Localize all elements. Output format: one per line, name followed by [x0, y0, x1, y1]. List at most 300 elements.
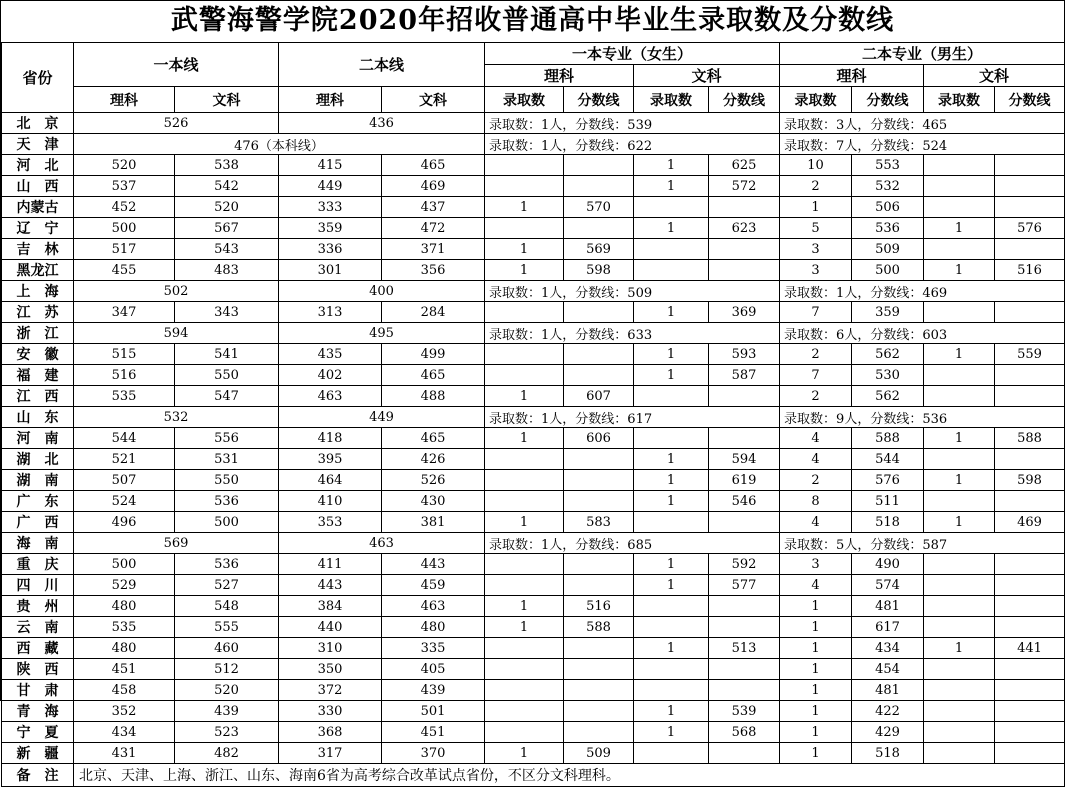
data-cell: 415 [279, 155, 382, 176]
header-row-3 [2, 87, 1065, 113]
data-cell: 443 [279, 575, 382, 596]
data-cell: 513 [709, 638, 780, 659]
table-row [2, 218, 1065, 239]
data-cell: 1 [924, 470, 995, 491]
data-cell [564, 554, 634, 575]
data-cell: 511 [852, 491, 924, 512]
data-cell: 1 [780, 659, 852, 680]
data-cell: 1 [924, 638, 995, 659]
data-cell [709, 743, 780, 764]
data-cell: 录取数：7人，分数线：524 [780, 134, 1065, 155]
data-cell: 607 [564, 386, 634, 407]
data-cell [634, 239, 709, 260]
data-cell: 594 [709, 449, 780, 470]
column-group-header: 二本专业（男生） [780, 43, 1065, 65]
province-cell: 河 南 [2, 428, 74, 449]
data-cell: 435 [279, 344, 382, 365]
data-cell: 515 [74, 344, 175, 365]
data-cell: 625 [709, 155, 780, 176]
data-cell: 2 [780, 176, 852, 197]
data-cell: 1 [634, 155, 709, 176]
data-cell: 464 [279, 470, 382, 491]
data-cell: 506 [852, 197, 924, 218]
province-cell: 青 海 [2, 701, 74, 722]
data-cell: 576 [995, 218, 1065, 239]
data-cell [485, 470, 564, 491]
page-title: 武警海警学院2020年招收普通高中毕业生录取数及分数线 [170, 5, 895, 36]
table-row [2, 554, 1065, 575]
data-cell: 录取数：1人，分数线：633 [485, 323, 780, 344]
data-cell: 535 [74, 386, 175, 407]
data-cell: 1 [634, 365, 709, 386]
data-cell [564, 449, 634, 470]
table-row [2, 386, 1065, 407]
province-cell: 北 京 [2, 113, 74, 134]
header-row-1 [2, 43, 1065, 65]
data-cell [995, 617, 1065, 638]
data-cell: 465 [382, 155, 485, 176]
data-cell [709, 386, 780, 407]
data-cell [995, 659, 1065, 680]
data-cell [564, 365, 634, 386]
data-cell: 517 [74, 239, 175, 260]
data-cell: 353 [279, 512, 382, 533]
data-cell [634, 197, 709, 218]
data-cell [924, 701, 995, 722]
data-cell: 431 [74, 743, 175, 764]
table-row [2, 344, 1065, 365]
data-cell: 594 [74, 323, 279, 344]
data-cell [564, 701, 634, 722]
note-text: 北京、天津、上海、浙江、山东、海南6省为高考综合改革试点省份，不区分文科理科。 [74, 764, 1065, 787]
data-cell: 500 [74, 554, 175, 575]
data-cell [564, 176, 634, 197]
data-cell: 570 [564, 197, 634, 218]
table-row [2, 533, 1065, 554]
data-cell: 411 [279, 554, 382, 575]
data-cell [709, 659, 780, 680]
data-cell [709, 617, 780, 638]
data-cell: 313 [279, 302, 382, 323]
data-cell [634, 596, 709, 617]
province-cell: 福 建 [2, 365, 74, 386]
data-cell [564, 680, 634, 701]
data-cell: 588 [995, 428, 1065, 449]
province-cell: 安 徽 [2, 344, 74, 365]
data-cell: 429 [852, 722, 924, 743]
province-cell: 云 南 [2, 617, 74, 638]
data-cell [485, 449, 564, 470]
data-cell [995, 722, 1065, 743]
data-cell: 455 [74, 260, 175, 281]
table-row [2, 701, 1065, 722]
data-cell: 463 [279, 533, 485, 554]
data-cell: 384 [279, 596, 382, 617]
data-cell [924, 365, 995, 386]
data-cell: 532 [852, 176, 924, 197]
table-row [2, 659, 1065, 680]
subject-header: 文科 [175, 87, 279, 113]
data-cell: 518 [852, 743, 924, 764]
data-cell: 1 [634, 218, 709, 239]
province-cell: 四 川 [2, 575, 74, 596]
data-cell: 520 [74, 155, 175, 176]
data-cell: 372 [279, 680, 382, 701]
data-cell: 1 [780, 197, 852, 218]
data-cell: 623 [709, 218, 780, 239]
data-cell: 1 [780, 722, 852, 743]
data-cell: 310 [279, 638, 382, 659]
data-cell: 542 [175, 176, 279, 197]
table-header [2, 43, 1065, 113]
data-cell: 1 [485, 596, 564, 617]
data-cell: 4 [780, 575, 852, 596]
data-cell: 619 [709, 470, 780, 491]
data-cell: 426 [382, 449, 485, 470]
data-cell: 400 [279, 281, 485, 302]
data-cell: 381 [382, 512, 485, 533]
province-cell: 广 西 [2, 512, 74, 533]
data-cell: 543 [175, 239, 279, 260]
data-cell [564, 218, 634, 239]
data-cell: 490 [852, 554, 924, 575]
table-row [2, 365, 1065, 386]
data-cell [485, 302, 564, 323]
data-cell [924, 491, 995, 512]
data-cell [995, 155, 1065, 176]
data-cell [924, 680, 995, 701]
subject-header: 文科 [924, 65, 1065, 87]
data-cell: 5 [780, 218, 852, 239]
data-cell [924, 722, 995, 743]
data-cell: 7 [780, 302, 852, 323]
data-cell [564, 638, 634, 659]
data-cell: 1 [924, 260, 995, 281]
subject-header: 理科 [485, 65, 634, 87]
data-cell [634, 386, 709, 407]
data-cell: 422 [852, 701, 924, 722]
data-cell [564, 155, 634, 176]
data-cell: 343 [175, 302, 279, 323]
table-row [2, 407, 1065, 428]
province-cell: 广 东 [2, 491, 74, 512]
data-cell [924, 659, 995, 680]
data-cell [634, 512, 709, 533]
data-cell: 516 [74, 365, 175, 386]
data-cell: 562 [852, 386, 924, 407]
province-cell: 重 庆 [2, 554, 74, 575]
data-cell: 537 [74, 176, 175, 197]
data-cell: 1 [634, 344, 709, 365]
province-cell: 湖 北 [2, 449, 74, 470]
leaf-header: 分数线 [564, 87, 634, 113]
data-cell [564, 470, 634, 491]
data-cell: 481 [852, 680, 924, 701]
data-cell: 536 [175, 554, 279, 575]
data-cell: 529 [74, 575, 175, 596]
data-cell [485, 344, 564, 365]
data-cell: 451 [74, 659, 175, 680]
data-cell [485, 638, 564, 659]
table-row [2, 323, 1065, 344]
data-cell: 481 [852, 596, 924, 617]
data-cell [924, 155, 995, 176]
data-cell [485, 575, 564, 596]
data-cell: 436 [279, 113, 485, 134]
data-cell [709, 260, 780, 281]
data-cell [485, 701, 564, 722]
data-cell: 434 [852, 638, 924, 659]
data-cell: 574 [852, 575, 924, 596]
data-cell: 593 [709, 344, 780, 365]
data-cell: 535 [74, 617, 175, 638]
data-cell: 472 [382, 218, 485, 239]
data-cell: 544 [852, 449, 924, 470]
leaf-header: 录取数 [485, 87, 564, 113]
province-cell: 新 疆 [2, 743, 74, 764]
data-cell [924, 302, 995, 323]
data-cell: 556 [175, 428, 279, 449]
data-cell: 439 [382, 680, 485, 701]
data-cell: 370 [382, 743, 485, 764]
data-cell: 499 [382, 344, 485, 365]
data-cell: 516 [995, 260, 1065, 281]
data-cell: 1 [634, 491, 709, 512]
data-cell: 2 [780, 470, 852, 491]
table-row [2, 239, 1065, 260]
leaf-header: 分数线 [995, 87, 1065, 113]
data-cell: 1 [485, 428, 564, 449]
table-row [2, 722, 1065, 743]
data-cell: 4 [780, 449, 852, 470]
table-row [2, 617, 1065, 638]
data-cell: 录取数：3人，分数线：465 [780, 113, 1065, 134]
data-cell: 516 [564, 596, 634, 617]
data-cell: 480 [74, 638, 175, 659]
data-cell [924, 449, 995, 470]
data-cell: 402 [279, 365, 382, 386]
data-cell: 1 [485, 239, 564, 260]
data-cell [995, 176, 1065, 197]
data-cell: 588 [564, 617, 634, 638]
data-cell [485, 218, 564, 239]
table-row [2, 512, 1065, 533]
data-cell: 356 [382, 260, 485, 281]
subject-header: 文科 [634, 65, 780, 87]
data-cell: 301 [279, 260, 382, 281]
data-cell: 480 [382, 617, 485, 638]
data-cell [995, 365, 1065, 386]
data-cell: 336 [279, 239, 382, 260]
data-cell: 483 [175, 260, 279, 281]
data-cell: 1 [485, 512, 564, 533]
data-cell [485, 155, 564, 176]
data-cell: 568 [709, 722, 780, 743]
data-cell [924, 575, 995, 596]
data-cell: 465 [382, 428, 485, 449]
data-cell: 559 [995, 344, 1065, 365]
data-cell: 4 [780, 512, 852, 533]
data-cell: 418 [279, 428, 382, 449]
data-cell: 521 [74, 449, 175, 470]
data-cell: 284 [382, 302, 485, 323]
data-cell [709, 596, 780, 617]
province-cell: 西 藏 [2, 638, 74, 659]
data-cell [634, 680, 709, 701]
data-cell: 449 [279, 407, 485, 428]
province-cell: 海 南 [2, 533, 74, 554]
data-cell: 录取数：1人，分数线：469 [780, 281, 1065, 302]
data-cell [485, 491, 564, 512]
data-cell: 476（本科线） [74, 134, 485, 155]
table-row [2, 281, 1065, 302]
province-cell: 山 西 [2, 176, 74, 197]
data-cell: 451 [382, 722, 485, 743]
data-cell: 592 [709, 554, 780, 575]
data-cell: 572 [709, 176, 780, 197]
data-cell: 录取数：1人，分数线：539 [485, 113, 780, 134]
data-cell: 520 [175, 680, 279, 701]
data-cell: 1 [924, 428, 995, 449]
data-cell: 405 [382, 659, 485, 680]
table-row [2, 638, 1065, 659]
data-cell: 录取数：1人，分数线：509 [485, 281, 780, 302]
data-cell [634, 260, 709, 281]
data-cell [924, 386, 995, 407]
data-cell: 550 [175, 365, 279, 386]
data-cell: 598 [564, 260, 634, 281]
data-cell [564, 722, 634, 743]
table-row [2, 113, 1065, 134]
data-cell: 524 [74, 491, 175, 512]
data-cell: 617 [852, 617, 924, 638]
data-cell [995, 491, 1065, 512]
data-cell: 1 [780, 743, 852, 764]
data-cell: 10 [780, 155, 852, 176]
data-cell [995, 575, 1065, 596]
data-cell: 500 [175, 512, 279, 533]
data-cell: 606 [564, 428, 634, 449]
data-cell: 430 [382, 491, 485, 512]
data-cell: 359 [852, 302, 924, 323]
data-cell: 547 [175, 386, 279, 407]
data-cell: 546 [709, 491, 780, 512]
province-cell: 江 苏 [2, 302, 74, 323]
data-cell: 538 [175, 155, 279, 176]
data-cell [924, 596, 995, 617]
data-cell: 317 [279, 743, 382, 764]
data-cell: 368 [279, 722, 382, 743]
data-cell: 500 [74, 218, 175, 239]
province-cell: 江 西 [2, 386, 74, 407]
data-cell [995, 680, 1065, 701]
data-cell [924, 743, 995, 764]
data-cell: 536 [852, 218, 924, 239]
data-cell: 541 [175, 344, 279, 365]
table-row [2, 197, 1065, 218]
data-cell: 1 [634, 638, 709, 659]
data-cell: 459 [382, 575, 485, 596]
table-row [2, 302, 1065, 323]
province-cell: 甘 肃 [2, 680, 74, 701]
data-cell [995, 596, 1065, 617]
province-cell: 吉 林 [2, 239, 74, 260]
data-cell: 512 [175, 659, 279, 680]
province-cell: 内蒙古 [2, 197, 74, 218]
table-row [2, 449, 1065, 470]
data-cell [564, 344, 634, 365]
data-cell: 359 [279, 218, 382, 239]
data-cell [995, 554, 1065, 575]
data-cell: 1 [634, 176, 709, 197]
data-cell [995, 239, 1065, 260]
subject-header: 理科 [780, 65, 924, 87]
province-cell: 河 北 [2, 155, 74, 176]
data-cell: 8 [780, 491, 852, 512]
data-cell: 588 [852, 428, 924, 449]
data-cell: 567 [175, 218, 279, 239]
data-cell [485, 365, 564, 386]
data-cell: 1 [634, 722, 709, 743]
data-cell: 350 [279, 659, 382, 680]
column-group-header: 一本专业（女生） [485, 43, 780, 65]
data-cell: 1 [485, 386, 564, 407]
data-cell [485, 659, 564, 680]
data-cell: 532 [74, 407, 279, 428]
leaf-header: 分数线 [709, 87, 780, 113]
data-cell: 录取数：9人，分数线：536 [780, 407, 1065, 428]
data-cell [709, 428, 780, 449]
data-cell: 469 [382, 176, 485, 197]
data-cell [924, 617, 995, 638]
data-cell: 583 [564, 512, 634, 533]
data-cell: 1 [634, 575, 709, 596]
data-cell: 347 [74, 302, 175, 323]
data-cell: 548 [175, 596, 279, 617]
table-row [2, 575, 1065, 596]
data-cell: 488 [382, 386, 485, 407]
leaf-header: 分数线 [852, 87, 924, 113]
leaf-header: 录取数 [780, 87, 852, 113]
province-cell: 山 东 [2, 407, 74, 428]
data-cell: 463 [279, 386, 382, 407]
data-cell [485, 554, 564, 575]
province-cell: 黑龙江 [2, 260, 74, 281]
data-cell: 352 [74, 701, 175, 722]
data-cell: 587 [709, 365, 780, 386]
data-cell: 509 [564, 743, 634, 764]
data-cell [709, 512, 780, 533]
data-cell: 1 [634, 701, 709, 722]
data-cell: 465 [382, 365, 485, 386]
data-cell: 371 [382, 239, 485, 260]
province-cell: 贵 州 [2, 596, 74, 617]
province-cell: 天 津 [2, 134, 74, 155]
data-cell: 536 [175, 491, 279, 512]
data-cell: 460 [175, 638, 279, 659]
table-row [2, 470, 1065, 491]
data-cell: 1 [485, 197, 564, 218]
table-row [2, 260, 1065, 281]
data-cell: 434 [74, 722, 175, 743]
data-cell: 1 [485, 260, 564, 281]
data-cell: 480 [74, 596, 175, 617]
leaf-header: 录取数 [634, 87, 709, 113]
data-cell: 526 [382, 470, 485, 491]
column-group-header: 二本线 [279, 43, 485, 87]
data-cell: 3 [780, 239, 852, 260]
data-cell: 1 [780, 617, 852, 638]
